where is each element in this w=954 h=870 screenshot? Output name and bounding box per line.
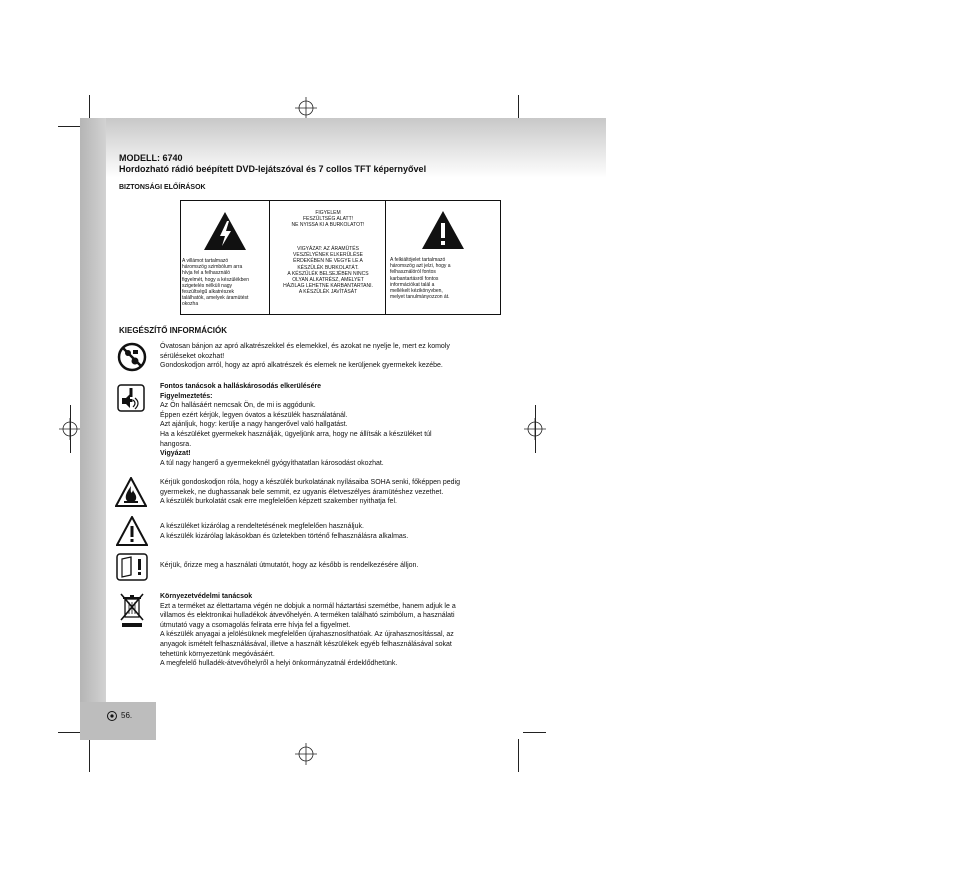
warning-right-column <box>385 201 501 314</box>
warning-right-text: A felkiáltójelet tartalmazó háromszög azt jelzi, hogy a felhasználóról fontos karbantartásról fontos információkat talál a mellékelt kézikönyvben, melyet tanulmányozzon át. <box>390 257 451 301</box>
page-number: 56. <box>121 711 133 720</box>
hearing-subtitle: Figyelmeztetés: <box>160 392 213 400</box>
warning-left-text: A villámot tartalmazó háromszög szimbólum arra hívja fel a felhasználó figyelmét, hogy a készülékben szigetelés nélküli nagy feszültségű alkatrészek találhatók, amelyek áramütést okozha <box>182 258 249 308</box>
crop-mark <box>58 126 81 127</box>
hearing-caution: Vigyázat! <box>160 450 191 458</box>
intended-use-text: A készüléket kizárólag a rendeltetésének megfelelően használjuk. A készülék kizárólag lakásokban és üzletekben történő felhasználásra alkalmas. <box>160 523 409 540</box>
registration-mark-icon <box>295 743 317 765</box>
model-heading <box>119 153 426 175</box>
environment-title: Környezetvédelmi tanácsok <box>160 593 253 600</box>
environment-text: Környezetvédelmi tanácsok Ezt a terméket az élettartama végén ne dobjuk a normál háztartási szemétbe, hanem adjuk le a villamos és elektronikai hulladékok átvevőhelyén. A terméken található szimbólum, a használati útmutató vagy a csomagolás felirata erre hívja fel a figyelmet. A készülék anyagai a jelölésüknek megfelelően újrahasznosíthatóak. Az újrahasznosítással, az anyagok ismételt felhasználásával, illetve a használt készülékek egyéb felhasználásával sokat tehetünk környezetünk megóvásáért. A megfelelő hulladék-átvevőhelyről a helyi önkormányzatnál érdeklődhetünk. <box>160 592 520 669</box>
warning-box <box>180 200 501 315</box>
page-number-tab <box>80 702 156 740</box>
warning-center-bottom: VIGYÁZAT: AZ ÁRAMÜTÉS VESZÉLYÉNEK ELKERÜLÉSE ÉRDEKÉBEN NE VEGYE LE A KÉSZÜLÉK BURKOLATÁT. A KÉSZÜLÉK BELSEJÉBEN NINCS OLYAN ALKATRÉSZ, AMELYET HÁZILAG LEHETNE KARBANTARTANI. A KÉSZÜLÉK JAVÍTÁSÁT <box>283 246 373 296</box>
warning-left-column <box>181 201 269 314</box>
crop-mark <box>70 405 71 453</box>
caution-triangle-icon <box>116 516 148 546</box>
crop-mark <box>535 405 536 453</box>
page-badge-icon <box>106 710 118 722</box>
left-margin-strip <box>80 118 106 740</box>
exclamation-triangle-icon <box>421 210 465 250</box>
warning-center-column <box>269 201 386 314</box>
product-subtitle: Hordozható rádió beépített DVD-lejátszóval és 7 collos TFT képernyővel <box>119 164 427 174</box>
hearing-warning-icon <box>117 384 145 412</box>
fire-hazard-icon <box>115 477 147 507</box>
crop-mark <box>523 732 546 733</box>
manual-icon <box>116 553 148 581</box>
extra-info-heading: KIEGÉSZÍTŐ INFORMÁCIÓK <box>119 326 227 335</box>
weee-bin-icon <box>118 592 146 628</box>
lightning-triangle-icon <box>203 211 247 251</box>
safety-heading: BIZTONSÁGI ELŐÍRÁSOK <box>119 184 206 191</box>
openings-text: Kérjük gondoskodjon róla, hogy a készülék burkolatának nyílásaiba SOHA senki, főképpen pedig gyermekek, ne dughassanak bele semmit, ez ugyanis életveszélyes áramütéshez vezethet. A készülék burkolatát csak erre megfelelően képzett szakember nyithatja fel. <box>160 479 461 506</box>
keep-manual-text: Kérjük, őrizze meg a használati útmutatót, hogy az később is rendelkezésére álljon. <box>160 562 419 569</box>
small-parts-text: Óvatosan bánjon az apró alkatrészekkel és elemekkel, és azokat ne nyelje le, mert ez komoly sérüléseket okozhat! Gondoskodjon arról, hogy az apró alkatrészek és elemek ne kerüljenek gyermekek kezébe. <box>160 343 450 370</box>
model-number: MODELL: 6740 <box>119 153 183 163</box>
no-small-parts-icon <box>117 342 147 372</box>
crop-mark <box>518 739 519 772</box>
warning-center-top: FIGYELEM FESZÜLTSÉG ALATT! NE NYISSA KI A BURKOLATOT! <box>291 210 365 229</box>
hearing-text: Fontos tanácsok a halláskárosodás elkerülésére Figyelmeztetés: Az Ön hallásáért nemcsak Ön, de mi is aggódunk. Éppen ezért kérjük, legyen óvatos a készülék használatánál. Azt ajánljuk, hogy: kerülje a nagy hangerővel való hallgatást. Ha a készüléket gyermekek használják, ügyeljünk arra, hogy ne állítsák a készüléket túl hangosra. Vigyázat! A túl nagy hangerő a gyermekeknél gyógyíthatatlan károsodást okozhat. <box>160 382 520 468</box>
registration-mark-icon <box>295 97 317 119</box>
crop-mark <box>58 732 81 733</box>
hearing-title: Fontos tanácsok a halláskárosodás elkerülésére <box>160 383 322 390</box>
crop-mark <box>89 739 90 772</box>
